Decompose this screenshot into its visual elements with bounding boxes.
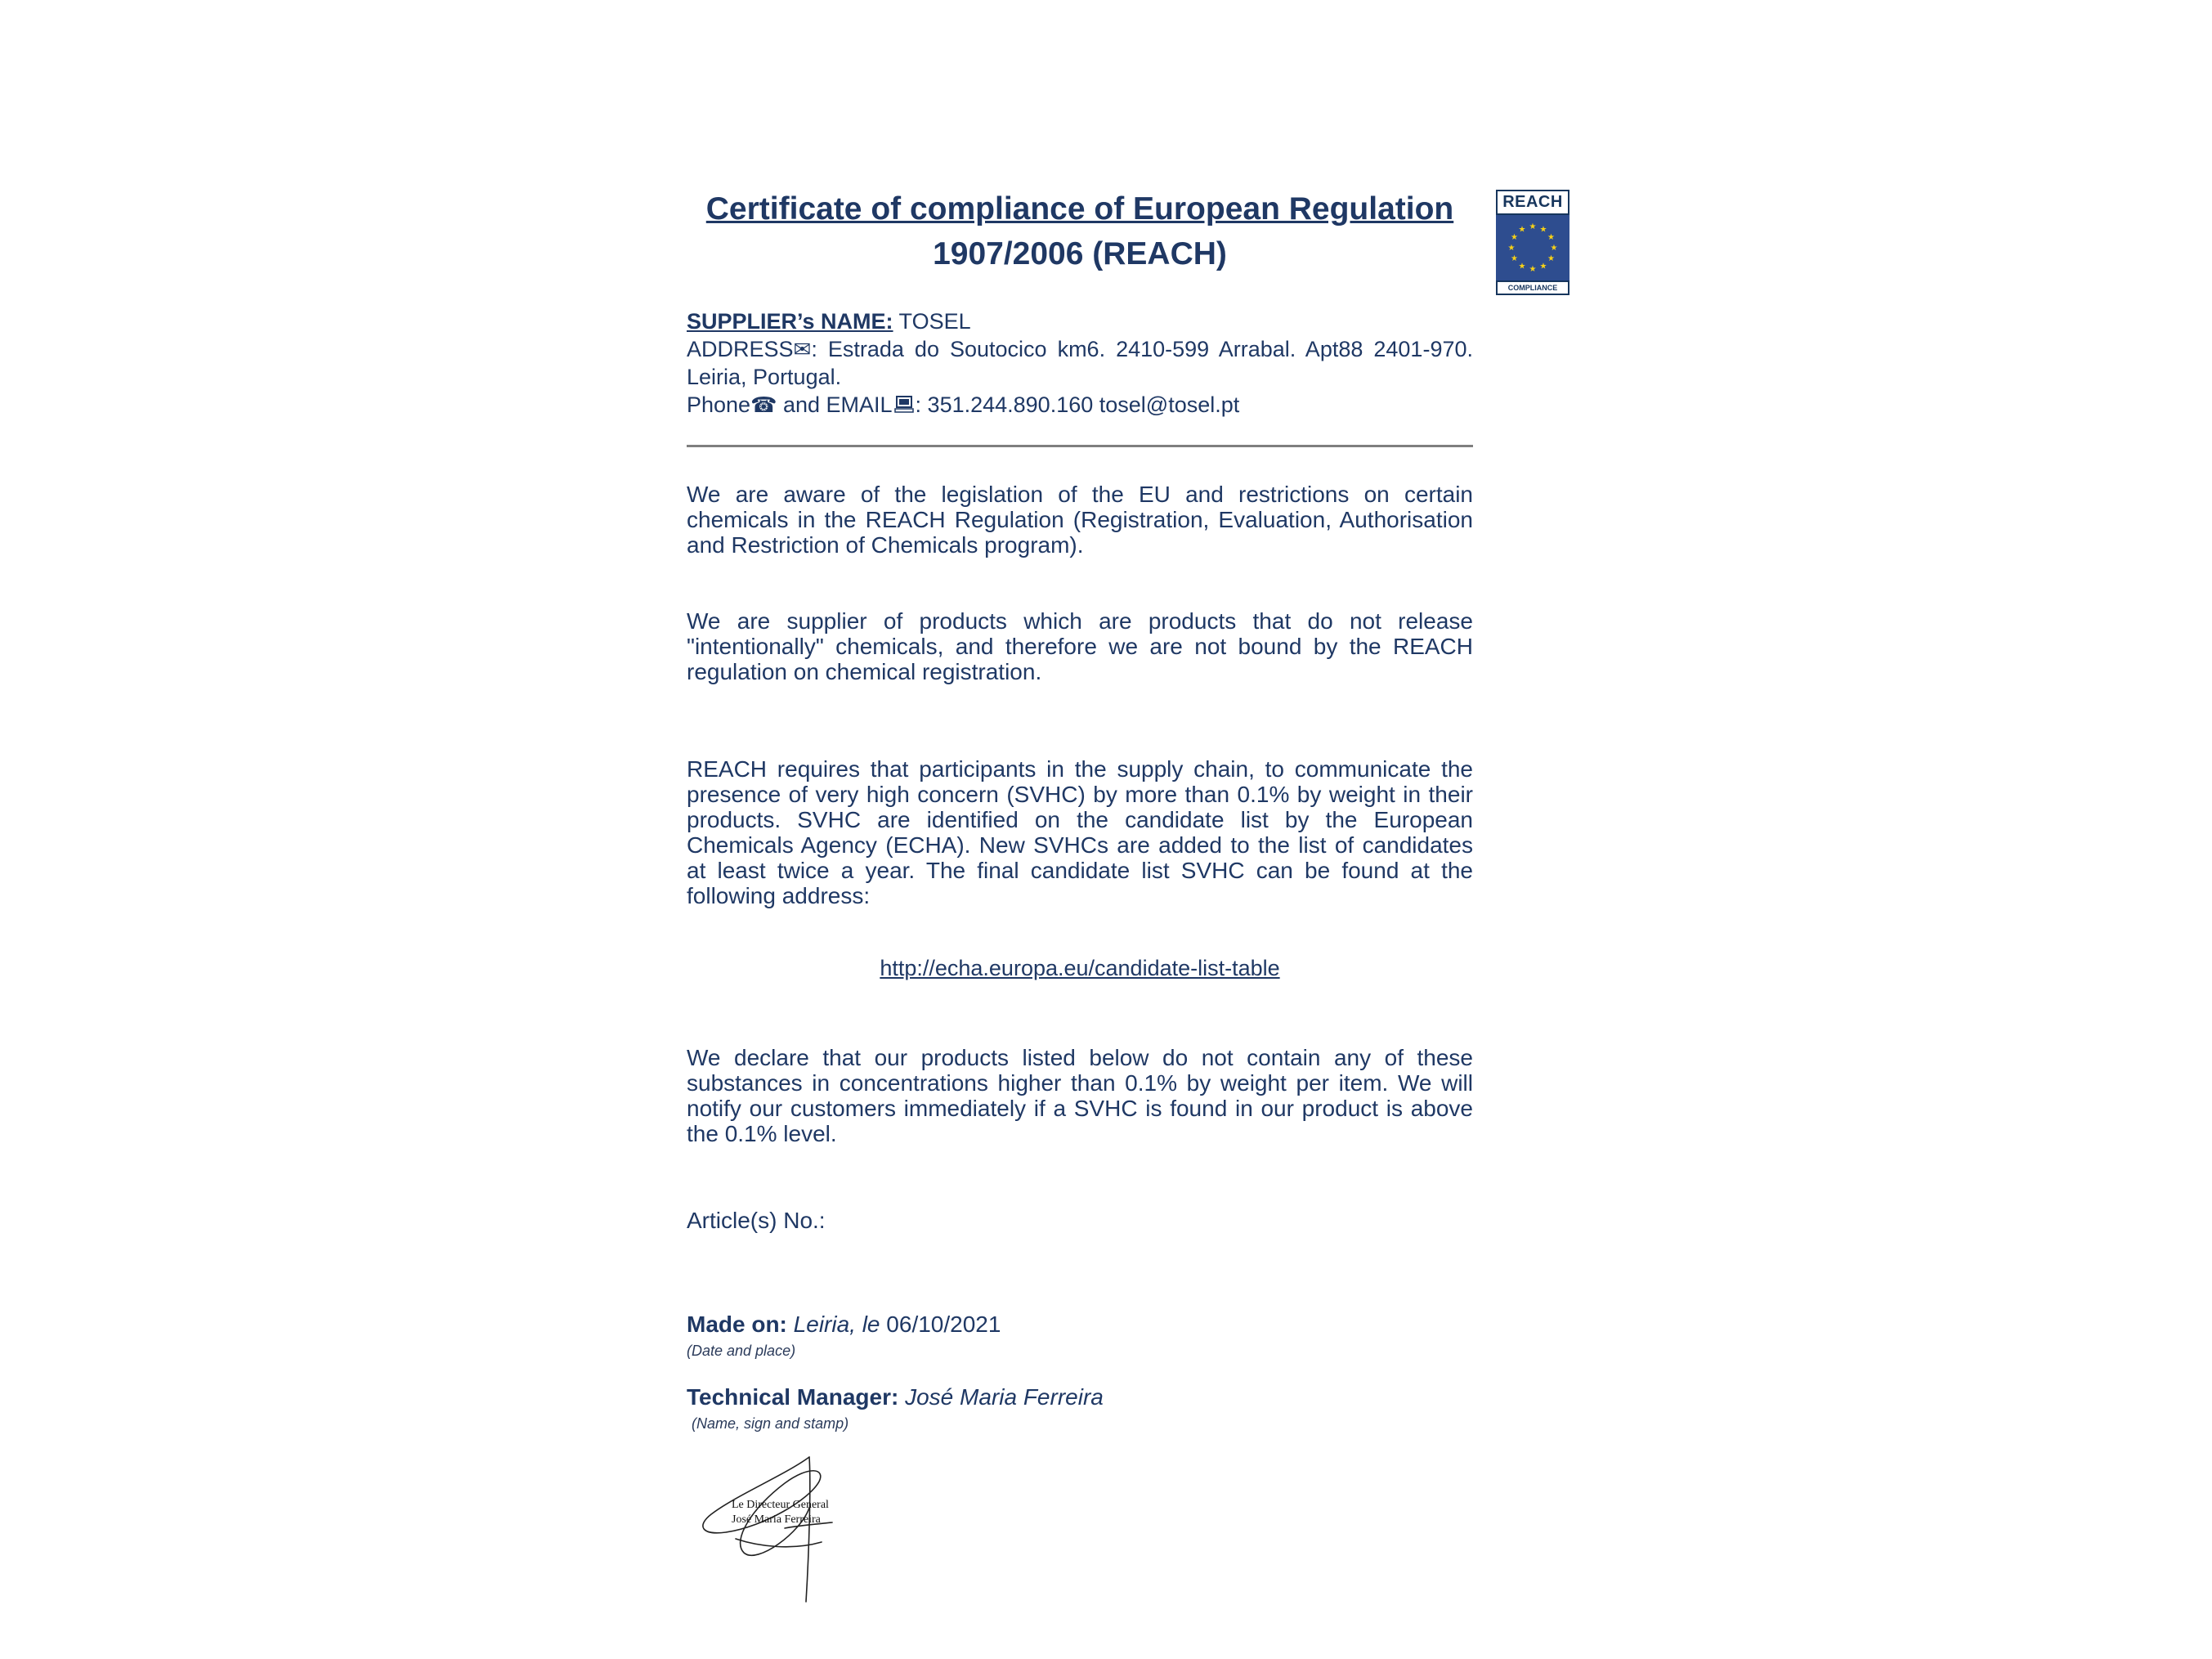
title-line-2: 1907/2006 (REACH)	[933, 236, 1227, 271]
technical-manager-name: José Maria Ferreira	[898, 1384, 1104, 1410]
reach-logo-title: REACH	[1496, 190, 1569, 215]
made-on-line	[687, 1312, 1473, 1338]
technical-manager-line	[687, 1384, 1473, 1410]
svg-text:★: ★	[1529, 222, 1537, 231]
date-place-caption: (Date and place)	[687, 1343, 796, 1359]
eu-stars-icon	[1496, 215, 1569, 280]
signature-area	[687, 1451, 1014, 1614]
svg-text:★: ★	[1511, 233, 1518, 242]
address-value: : Estrada do Soutocico km6. 2410-599 Arrabal. Apt88 2401-970. Leiria, Portugal.	[687, 337, 1473, 389]
signature-print-text	[732, 1498, 829, 1527]
address-label: ADDRESS	[687, 337, 794, 361]
svg-text:★: ★	[1539, 225, 1547, 235]
reach-logo-compliance-label: COMPLIANCE	[1496, 280, 1569, 295]
reach-compliance-logo	[1496, 190, 1569, 295]
made-on-place: Leiria, le	[786, 1312, 880, 1337]
svg-text:★: ★	[1518, 262, 1526, 271]
supplier-address-line	[687, 335, 1473, 391]
made-on-date: 06/10/2021	[880, 1312, 1001, 1337]
svg-text:★: ★	[1511, 254, 1518, 263]
svg-text:★: ★	[1550, 244, 1558, 253]
svg-text:★: ★	[1547, 254, 1555, 263]
supplier-contact-line	[687, 391, 1473, 420]
paragraph-declaration: We declare that our products listed below do not contain any of these substances in concentrations higher than 0.1% by weight per item. We will notify our customers immediately if a SVHC is found in our product is above the 0.1% level.	[687, 1045, 1473, 1146]
envelope-icon: ✉	[793, 337, 812, 361]
technical-manager-label: Technical Manager:	[687, 1384, 899, 1410]
svg-text:★: ★	[1507, 244, 1516, 253]
candidate-list-link-line	[687, 956, 1473, 981]
supplier-name-label: SUPPLIER’s NAME:	[687, 309, 893, 334]
signature-name-line: José Maria Ferreira	[732, 1513, 821, 1526]
phone-icon: ☎	[750, 392, 777, 417]
supplier-name-line	[687, 307, 1473, 335]
signature-scribble	[687, 1451, 932, 1614]
paragraph-supplier-statement: We are supplier of products which are products that do not release "intentionally" chemicals, and therefore we are not bound by the REACH regulation on chemical registration.	[687, 608, 1473, 684]
document-title	[687, 186, 1473, 276]
svg-text:★: ★	[1529, 265, 1537, 274]
svg-text:★: ★	[1547, 233, 1555, 242]
svg-text:★: ★	[1539, 262, 1547, 271]
section-divider	[687, 445, 1473, 447]
article-number-label: Article(s) No.:	[687, 1208, 826, 1233]
made-on-label: Made on:	[687, 1312, 787, 1337]
signature-title-line: Le Directeur General	[732, 1499, 829, 1511]
paragraph-reach-requirements: REACH requires that participants in the supply chain, to communicate the presence of very high concern (SVHC) by more than 0.1% by weight in their products. SVHC are identified on the candidate list by the European Chemicals Agency (ECHA). New SVHCs are added to the list of candidates at least twice a year. The final candidate list SVHC can be found at the following address:	[687, 756, 1473, 908]
candidate-list-link[interactable]: http://echa.europa.eu/candidate-list-table	[880, 956, 1280, 980]
phone-label: Phone	[687, 392, 751, 417]
computer-icon	[894, 392, 914, 420]
supplier-name-value: TOSEL	[893, 309, 971, 334]
certificate-document	[687, 186, 1473, 1614]
contact-value: : 351.244.890.160 tosel@tosel.pt	[915, 392, 1240, 417]
title-line-1: Certificate of compliance of European Regulation	[705, 191, 1454, 226]
email-label: and EMAIL	[777, 392, 893, 417]
name-sign-stamp-caption: (Name, sign and stamp)	[692, 1415, 849, 1432]
paragraph-awareness: We are aware of the legislation of the EU and restrictions on certain chemicals in the REACH Regulation (Registration, Evaluation, Authorisation and Restriction of Chemicals program).	[687, 482, 1473, 558]
supplier-block	[687, 307, 1473, 420]
svg-text:★: ★	[1518, 225, 1526, 235]
